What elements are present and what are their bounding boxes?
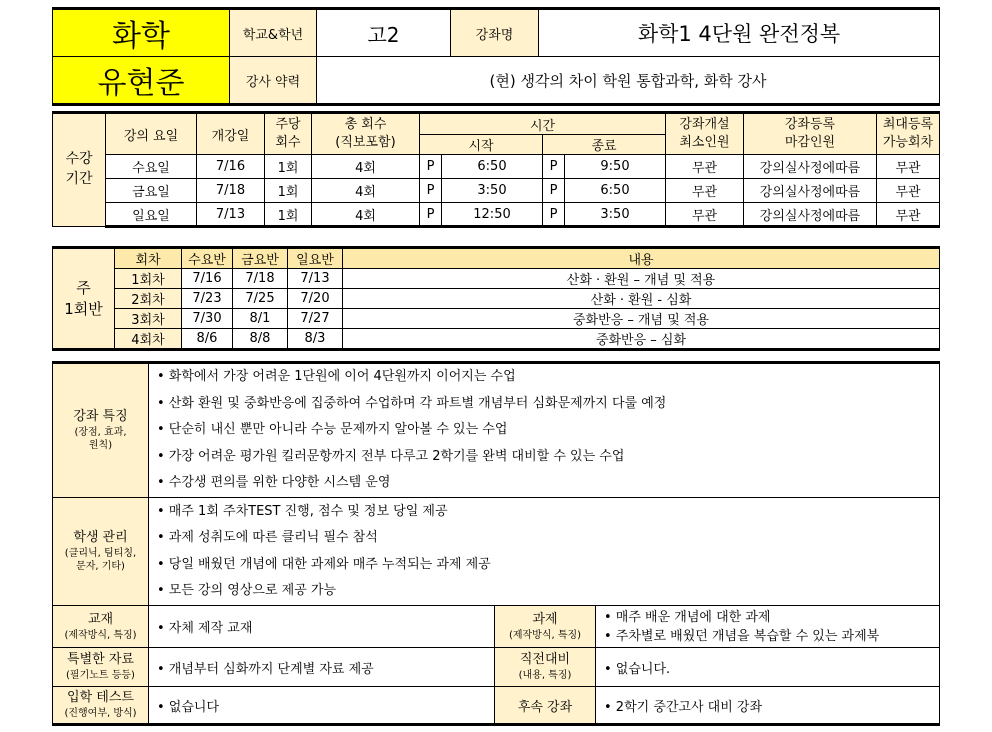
homework-content bbox=[596, 606, 940, 648]
row-max: 무관 bbox=[877, 179, 940, 203]
textbook-title: 교재 bbox=[87, 611, 114, 627]
features-sub: (장점, 효과, 원칙) bbox=[74, 426, 127, 452]
row-end-time: 6:50 bbox=[565, 179, 666, 203]
schedule-row bbox=[53, 155, 940, 179]
course-name-label: 강좌명 bbox=[451, 9, 539, 57]
followup-value: • 2학기 중간고사 대비 강좌 bbox=[596, 687, 940, 725]
row-sun: 7/20 bbox=[288, 289, 343, 309]
homework-item: • 매주 배운 개념에 대한 과제 bbox=[604, 609, 771, 625]
subject-title: 화학 bbox=[53, 9, 230, 57]
row-end-time: 9:50 bbox=[565, 155, 666, 179]
school-grade-value: 고2 bbox=[317, 9, 451, 57]
management-label bbox=[53, 498, 149, 606]
management-item: • 과제 성취도에 따른 클리닉 필수 참석 bbox=[157, 530, 378, 545]
special-sub: (필기노트 등등) bbox=[66, 670, 135, 682]
entrance-title: 입학 테스트 bbox=[67, 690, 134, 706]
weekly-row bbox=[53, 309, 940, 329]
col-min: 강좌개설 최소인원 bbox=[666, 113, 744, 155]
teacher-name: 유현준 bbox=[53, 57, 230, 105]
entrance-label bbox=[53, 687, 149, 725]
row-total: 4회 bbox=[312, 155, 420, 179]
management-item: • 당일 배웠던 개념에 대한 과제와 매주 누적되는 과제 제공 bbox=[157, 556, 491, 572]
row-min: 무관 bbox=[666, 179, 744, 203]
bio-value: (현) 생각의 차이 학원 통합과학, 화학 강사 bbox=[317, 57, 940, 105]
row-fri: 7/18 bbox=[233, 269, 288, 289]
col-weekly: 주당 회수 bbox=[265, 113, 312, 155]
row-date: 7/16 bbox=[197, 155, 265, 179]
col-start-time: 시작 bbox=[420, 135, 543, 155]
homework-label bbox=[495, 606, 596, 648]
row-wed: 7/23 bbox=[182, 289, 233, 309]
row-content: 산화 · 환원 – 개념 및 적용 bbox=[343, 269, 940, 289]
col-total: 총 회수 (직보포함) bbox=[312, 113, 420, 155]
row-total: 4회 bbox=[312, 179, 420, 203]
schedule-table bbox=[52, 111, 940, 228]
features-title: 강좌 특징 bbox=[73, 409, 128, 425]
row-day: 수요일 bbox=[106, 155, 197, 179]
col-content: 내용 bbox=[343, 248, 940, 269]
features-label bbox=[53, 363, 149, 498]
feature-item: • 화학에서 가장 어려운 1단원에 이어 4단원까지 이어지는 수업 bbox=[157, 369, 516, 385]
row-content: 중화반응 – 심화 bbox=[343, 329, 940, 350]
schedule-row bbox=[53, 179, 940, 203]
row-session: 3회차 bbox=[115, 309, 182, 329]
row-min: 무관 bbox=[666, 203, 744, 227]
pre-exam-title: 직전대비 bbox=[519, 652, 571, 668]
special-label bbox=[53, 648, 149, 687]
management-content bbox=[149, 498, 940, 606]
row-session: 4회차 bbox=[115, 329, 182, 350]
row-deadline: 강의실사정에따름 bbox=[744, 155, 877, 179]
row-start-time: 6:50 bbox=[442, 155, 543, 179]
col-wed: 수요반 bbox=[182, 248, 233, 269]
entrance-value: • 없습니다 bbox=[149, 687, 495, 725]
feature-item: • 가장 어려운 평가원 킬러문항까지 전부 다루고 2학기를 완벽 대비할 수 있는 수업 bbox=[157, 448, 625, 464]
col-deadline: 강좌등록 마감인원 bbox=[744, 113, 877, 155]
period-label: 수강 기간 bbox=[53, 113, 106, 227]
row-start-period: P bbox=[420, 179, 442, 203]
row-day: 금요일 bbox=[106, 179, 197, 203]
row-weekly: 1회 bbox=[265, 203, 312, 227]
textbook-label bbox=[53, 606, 149, 648]
management-title: 학생 관리 bbox=[73, 530, 128, 546]
row-end-period: P bbox=[543, 203, 565, 227]
col-sun: 일요반 bbox=[288, 248, 343, 269]
schedule-row bbox=[53, 203, 940, 227]
weekly-row bbox=[53, 269, 940, 289]
col-end-time: 종료 bbox=[543, 135, 666, 155]
pre-exam-value: • 없습니다. bbox=[596, 648, 940, 687]
row-sun: 7/13 bbox=[288, 269, 343, 289]
row-wed: 8/6 bbox=[182, 329, 233, 350]
col-session: 회차 bbox=[115, 248, 182, 269]
row-session: 1회차 bbox=[115, 269, 182, 289]
textbook-value: • 자체 제작 교재 bbox=[149, 606, 495, 648]
row-deadline: 강의실사정에따름 bbox=[744, 203, 877, 227]
row-sun: 8/3 bbox=[288, 329, 343, 350]
row-total: 4회 bbox=[312, 203, 420, 227]
school-grade-label: 학교&학년 bbox=[230, 9, 317, 57]
row-content: 중화반응 – 개념 및 적용 bbox=[343, 309, 940, 329]
row-day: 일요일 bbox=[106, 203, 197, 227]
col-time: 시간 bbox=[420, 113, 666, 135]
management-sub: (클리닉, 팀티칭, 문자, 기타) bbox=[64, 547, 137, 573]
homework-title: 과제 bbox=[532, 611, 558, 627]
weekly-row bbox=[53, 329, 940, 350]
row-min: 무관 bbox=[666, 155, 744, 179]
row-fri: 8/8 bbox=[233, 329, 288, 350]
details-table bbox=[52, 361, 940, 726]
col-fri: 금요반 bbox=[233, 248, 288, 269]
weekly-row bbox=[53, 289, 940, 309]
textbook-sub: (제작방식, 특징) bbox=[64, 629, 137, 641]
header-table bbox=[52, 7, 940, 106]
homework-sub: (제작방식, 특징) bbox=[508, 629, 582, 641]
row-wed: 7/16 bbox=[182, 269, 233, 289]
row-start-period: P bbox=[420, 155, 442, 179]
row-session: 2회차 bbox=[115, 289, 182, 309]
row-start-time: 3:50 bbox=[442, 179, 543, 203]
row-date: 7/18 bbox=[197, 179, 265, 203]
homework-item: • 주차별로 배웠던 개념을 복습할 수 있는 과제북 bbox=[604, 628, 880, 644]
feature-item: • 단순히 내신 뿐만 아니라 수능 문제까지 알아볼 수 있는 수업 bbox=[157, 422, 508, 438]
row-start-period: P bbox=[420, 203, 442, 227]
row-end-period: P bbox=[543, 155, 565, 179]
followup-label: 후속 강좌 bbox=[495, 687, 596, 725]
features-content bbox=[149, 363, 940, 498]
row-sun: 7/27 bbox=[288, 309, 343, 329]
row-fri: 8/1 bbox=[233, 309, 288, 329]
feature-item: • 산화 환원 및 중화반응에 집중하여 수업하며 각 파트별 개념부터 심화문제까지 다룰 예정 bbox=[157, 395, 667, 411]
row-date: 7/13 bbox=[197, 203, 265, 227]
management-item: • 매주 1회 주차TEST 진행, 점수 및 정보 당일 제공 bbox=[157, 503, 448, 519]
row-end-time: 3:50 bbox=[565, 203, 666, 227]
bio-label: 강사 약력 bbox=[230, 57, 317, 105]
row-end-period: P bbox=[543, 179, 565, 203]
weekly-label: 주 1회반 bbox=[53, 248, 115, 350]
management-item: • 모든 강의 영상으로 제공 가능 bbox=[157, 583, 337, 598]
row-wed: 7/30 bbox=[182, 309, 233, 329]
row-max: 무관 bbox=[877, 155, 940, 179]
course-name-value: 화학1 4단원 완전정복 bbox=[539, 9, 940, 57]
special-title: 특별한 자료 bbox=[67, 652, 134, 668]
weekly-table bbox=[52, 246, 940, 351]
col-start-date: 개강일 bbox=[197, 113, 265, 155]
row-max: 무관 bbox=[877, 203, 940, 227]
row-start-time: 12:50 bbox=[442, 203, 543, 227]
entrance-sub: (진행여부, 방식) bbox=[64, 708, 137, 720]
row-deadline: 강의실사정에따름 bbox=[744, 179, 877, 203]
pre-exam-sub: (내용, 특징) bbox=[518, 670, 572, 682]
row-fri: 7/25 bbox=[233, 289, 288, 309]
col-day: 강의 요일 bbox=[106, 113, 197, 155]
row-weekly: 1회 bbox=[265, 179, 312, 203]
pre-exam-label bbox=[495, 648, 596, 687]
feature-item: • 수강생 편의를 위한 다양한 시스템 운영 bbox=[157, 475, 391, 491]
row-content: 산화 · 환원 - 심화 bbox=[343, 289, 940, 309]
col-max: 최대등록 가능회차 bbox=[877, 113, 940, 155]
special-value: • 개념부터 심화까지 단계별 자료 제공 bbox=[149, 648, 495, 687]
row-weekly: 1회 bbox=[265, 155, 312, 179]
